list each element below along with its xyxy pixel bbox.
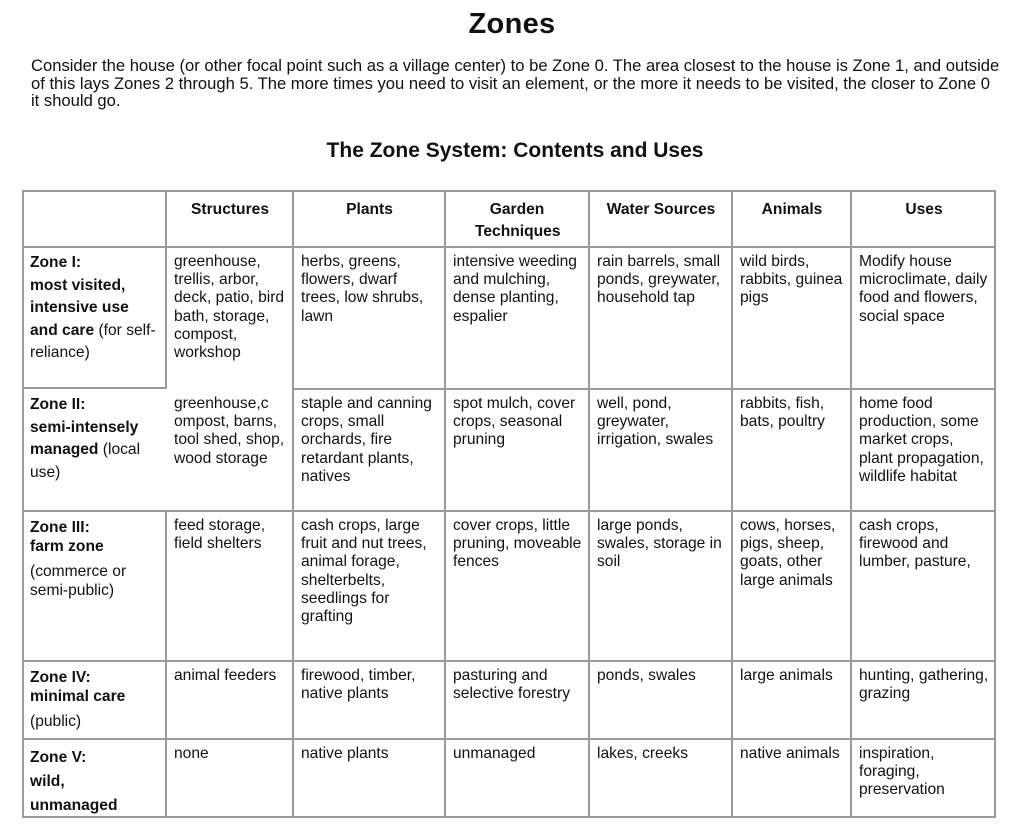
zone-3-note: (commerce or semi-public) (30, 563, 127, 599)
page-title: Zones (468, 8, 556, 40)
zone-3-uses: cash crops, firewood and lumber, pasture, (859, 517, 971, 571)
zone-5-animals: native animals (740, 745, 840, 762)
header-water-sources: Water Sources (606, 201, 716, 218)
zone-1-plants: herbs, greens, flowers, dwarf trees, low shrubs, lawn (301, 253, 424, 325)
zone-4-uses: hunting, gathering, grazing (859, 667, 989, 703)
zone-2-note: (local use) (30, 441, 141, 481)
zone-2-water-sources: well, pond, greywater, irrigation, swales (597, 395, 714, 449)
zone-3-name: Zone III: (30, 519, 90, 536)
zone-4-garden-techniques: pasturing and selective forestry (453, 667, 570, 703)
table-title: The Zone System: Contents and Uses (326, 139, 704, 162)
zone-3-structures: feed storage, field shelters (174, 517, 266, 553)
zone-4-plants: firewood, timber, native plants (301, 667, 416, 703)
zone-1-structures: greenhouse, trellis, arbor, deck, patio, bird bath, storage, compost, workshop (174, 253, 285, 362)
zone-2-garden-techniques: spot mulch, cover crops, seasonal pruning (453, 395, 576, 449)
zone-5-name: Zone V: (30, 749, 87, 766)
zone-3-label (22, 511, 166, 661)
zone-1-note: (for self-reliance) (30, 321, 156, 361)
zone-3-animals: cows, horses, pigs, sheep, goats, other large animals (740, 517, 836, 589)
zone-1-label (22, 247, 166, 388)
zone-5-water-sources: lakes, creeks (597, 745, 688, 762)
header-corner (22, 190, 166, 247)
zone-1-garden-techniques: intensive weeding and mulching, dense planting, espalier (453, 253, 577, 325)
header-plants: Plants (346, 201, 393, 218)
header-garden-techniques: Garden Techniques (475, 201, 561, 240)
zone-4-water-sources: ponds, swales (597, 667, 696, 684)
zone-table (22, 190, 996, 818)
zone-2-structures: greenhouse,c ompost, barns, tool shed, shop, wood storage (174, 395, 285, 467)
zone-2-animals: rabbits, fish, bats, poultry (740, 395, 825, 431)
zone-4-note: (public) (30, 713, 82, 730)
zone-5-structures: none (174, 745, 209, 762)
zone-2-plants: staple and canning crops, small orchards, fire retardant plants, natives (301, 395, 432, 485)
zone-1-name: Zone I: (30, 254, 82, 271)
zone-5-uses: inspiration, foraging, preservation (859, 745, 945, 799)
header-structures: Structures (191, 201, 269, 218)
zone-2-name: Zone II: (30, 396, 86, 413)
zone-3-desc: farm zone (30, 538, 104, 555)
zone-5-plants: native plants (301, 745, 389, 762)
zone-1-uses: Modify house microclimate, daily food and flowers, social space (859, 253, 988, 325)
zone-3-garden-techniques: cover crops, little pruning, moveable fences (453, 517, 582, 571)
zone-5-desc: wild, unmanaged (30, 773, 118, 814)
zone-1-water-sources: rain barrels, small ponds, greywater, household tap (597, 253, 721, 307)
zone-4-name: Zone IV: (30, 669, 91, 686)
intro-paragraph: Consider the house (or other focal point such as a village center) to be Zone 0. The area closest to the house is Zone 1, and outside of this lays Zones 2 through 5. The more times you need to visit an element, or the more it needs to be visited, the closer to Zone 0 it should go. (31, 56, 1000, 110)
zone-3-water-sources: large ponds, swales, storage in soil (597, 517, 722, 571)
zone-4-structures: animal feeders (174, 667, 277, 684)
zone-1-animals: wild birds, rabbits, guinea pigs (740, 253, 843, 307)
zone-2-uses: home food production, some market crops, plant propagation, wildlife habitat (859, 395, 984, 485)
zone-2-label (22, 389, 166, 511)
zone-2-desc: semi-intensely managed (30, 418, 139, 458)
zone-3-plants: cash crops, large fruit and nut trees, animal forage, shelterbelts, seedlings for grafting (301, 517, 427, 626)
zone-4-label (22, 661, 166, 739)
header-animals: Animals (761, 201, 823, 218)
zone-4-animals: large animals (740, 667, 833, 684)
zone-4-desc: minimal care (30, 688, 126, 705)
zone-1-desc: most visited, intensive use and care (30, 276, 129, 339)
zone-5-garden-techniques: unmanaged (453, 745, 536, 762)
zone-5-label (22, 739, 166, 817)
header-uses: Uses (905, 201, 943, 218)
